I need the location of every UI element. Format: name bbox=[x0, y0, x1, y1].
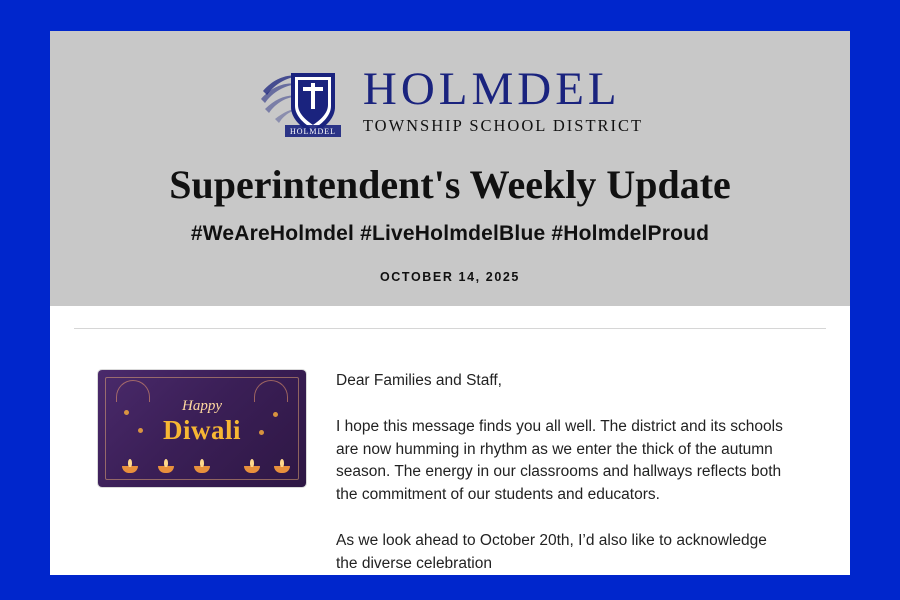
letter-paragraph: As we look ahead to October 20th, I’d also like to acknowledge the diverse celebration bbox=[336, 531, 767, 572]
newsletter-container bbox=[50, 31, 850, 575]
diwali-greeting-small: Happy bbox=[182, 398, 222, 414]
issue-date: OCTOBER 14, 2025 bbox=[379, 270, 520, 284]
svg-text:HOLMDEL: HOLMDEL bbox=[289, 127, 336, 136]
newsletter-header bbox=[50, 31, 850, 306]
letter-text bbox=[336, 370, 826, 575]
diwali-greeting-large: Diwali bbox=[162, 415, 241, 445]
logo-wordmark bbox=[362, 62, 644, 135]
letter-paragraph: Dear Families and Staff, bbox=[336, 372, 502, 389]
letter-paragraph: I hope this message finds you all well. The district and its schools are now humming in rhythm as we enter the thick of the autumn season. The energy in our classrooms and hallways reflects both the commitment of our students and educators. bbox=[336, 417, 783, 504]
logo-main-text: HOLMDEL bbox=[362, 62, 621, 115]
hashtag-line: #WeAreHolmdel #LiveHolmdelBlue #HolmdelProud bbox=[190, 222, 710, 245]
diwali-greeting-image bbox=[98, 370, 306, 487]
school-crest-icon bbox=[257, 57, 349, 143]
newsletter-body bbox=[50, 328, 850, 575]
page-title: Superintendent's Weekly Update bbox=[169, 162, 731, 207]
logo-sub-text: TOWNSHIP SCHOOL DISTRICT bbox=[362, 115, 644, 135]
district-logo bbox=[74, 57, 826, 143]
intro-section bbox=[74, 329, 826, 575]
